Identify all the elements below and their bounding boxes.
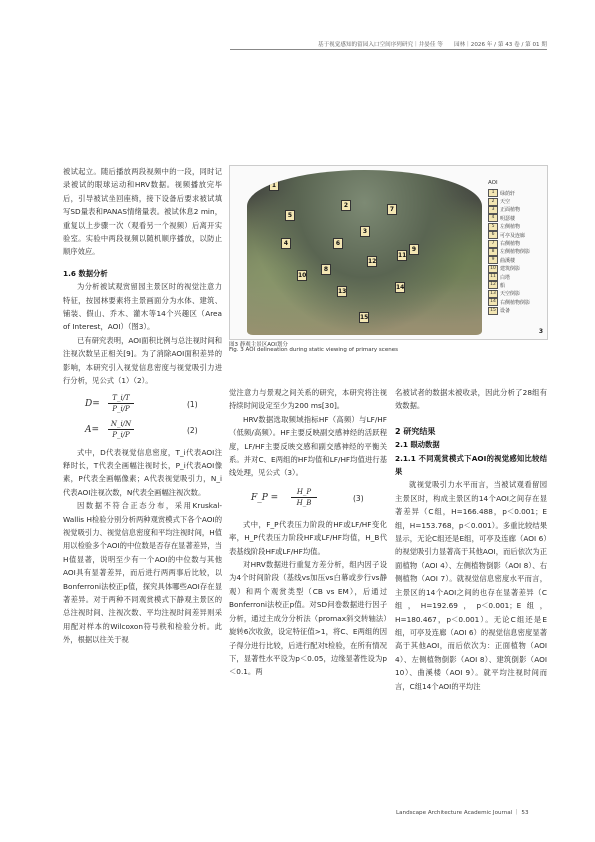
legend-item: 9 曲溪楼: [488, 256, 544, 264]
figure-panel-number: 3: [538, 328, 543, 335]
right-column: [395, 386, 547, 693]
aoi-label: 4: [281, 238, 291, 249]
legend-item: 4 明瑟楼: [488, 214, 544, 222]
paragraph: HRV数据选取频域指标HF（高频）与LF/HF（低频/高频）。HF主要反映副交感神经的活跃程度，LF/HF主要反映交感和副交感神经的平衡关系。并对C、E两组的HF均值和LF/HF均值进行基线处理，见公式（3）。: [229, 414, 387, 478]
aoi-label: 2: [341, 200, 351, 211]
aoi-label: 8: [321, 264, 331, 275]
paragraph: 觉注意力与景观之间关系的研究，本研究将注视持续时间设定至少为200 ms[30]。: [229, 388, 387, 411]
legend-item: 14 右侧植物倒影: [488, 298, 544, 306]
legend-item: 3 正面植物: [488, 206, 544, 214]
left-column: [63, 165, 222, 647]
equation-2: [63, 420, 222, 442]
running-title: 基于视觉感知的留园入口空间序列研究｜井晏佳 等 园林｜2026 年 / 第 43 卷 / 第 01 期: [317, 42, 547, 48]
aoi-label: 5: [285, 210, 295, 221]
legend-item: 11 白塔: [488, 273, 544, 281]
garden-scene-image: [247, 170, 482, 335]
figure-caption-cn: 图3 静观主景区AOI划分: [229, 342, 288, 348]
equation-number: (2): [187, 425, 198, 435]
aoi-label: 14: [396, 284, 405, 291]
equation-lhs: A=: [85, 424, 100, 435]
equation-number: (3): [353, 493, 364, 503]
page-footer: Landscape Architecture Academic Journal ｜ 53: [396, 810, 529, 816]
figure-caption-en: Fig. 3 AOI delineation during static viewing of primary scenes: [229, 347, 398, 353]
aoi-label: 1: [269, 180, 279, 191]
paragraph: 式中，F_P代表压力阶段的HF或LF/HF变化率，H_P代表压力阶段HF或LF/HF均值，H_B代表基线阶段HF或LF/HF均值。: [229, 519, 387, 556]
section-heading-2-1-1: 2.1.1 不同观赏模式下AOI的视觉感知比较结果: [395, 453, 547, 477]
legend-item: 12 船: [488, 281, 544, 289]
legend-item: 6 可亭及连廊: [488, 231, 544, 239]
equation-1: [63, 394, 222, 416]
legend-item: 10 建筑倒影: [488, 265, 544, 273]
aoi-label: 7: [387, 204, 397, 215]
legend-item: 5 左侧植物: [488, 223, 544, 231]
aoi-label: 13: [338, 288, 347, 295]
section-heading-2: 2 研究结果: [395, 426, 436, 436]
equation-number: (1): [187, 399, 198, 409]
paragraph: 被试起立。随后播放两段视频中的一段，同时记录被试的眼球运动和HRV数据。视频播放完毕后，引导被试坐回座椅，接下设备后要求被试填写SD量表和PANAS情绪量表。被试休息2 min，重复以上步骤一次（观看另一个视频）后离开实验室。实验中两段视频以随机顺序播放，以防止顺序效应。: [63, 167, 222, 257]
aoi-label: 12: [368, 258, 377, 265]
section-heading-2-1: 2.1 眼动数据: [395, 440, 440, 450]
paragraph: 已有研究表明，AOI面积比例与总注视时间和注视次数呈正相关[9]。为了消除AOI面积差异的影响，本研究引入视觉信息密度与视觉吸引力进行分析，见公式（1）（2）。: [63, 335, 222, 386]
paragraph: 因数据不符合正态分布，采用Kruskal-Wallis H检验分别分析两种观赏模式下各个AOI的视觉吸引力、视觉信息密度和平均注视时间，H值用以检验多个AOI的中位数是否存在显著差异，当H值显著，说明至少有一个AOI的中位数与其他AOI具有显著差异，而后进行两两事后比较，以Bonferroni法校正p值，探究具体哪些AOI存在显著差异。对于两种不同观赏模式下静观主景区的总注视时间、注视次数、平均注视时间差异则采用配对样本的Wilcoxon符号秩和检验分析。此外，根据以往关于视: [63, 501, 222, 645]
legend-item: 15 设备: [488, 306, 544, 314]
legend-item: 7 右侧植物: [488, 239, 544, 247]
equation-denominator: H_B: [296, 498, 312, 507]
equation-fraction: [108, 393, 134, 414]
equation-denominator: P_i/P: [112, 404, 130, 413]
equation-fraction: [291, 487, 317, 508]
equation-denominator: P_i/P: [112, 430, 130, 439]
paragraph: 式中，D代表视觉信息密度，T_i代表AOI注释时长，T代表全画幅注视时长，P_i代表AOI像素，P代表全画幅像素；A代表视觉吸引力，N_i代表AOI注视次数，N代表全画幅注视次数。: [63, 447, 222, 497]
legend-item: 13 天空倒影: [488, 290, 544, 298]
legend-item: 2 天空: [488, 197, 544, 205]
aoi-legend: [488, 180, 544, 315]
paragraph: 为分析被试观赏留园主景区时的视觉注意力特征，按园林要素将主景画面分为水体、建筑、铺装、假山、乔木、灌木等14个兴趣区（Area of Interest，AOI）（图3）。: [63, 282, 222, 332]
section-heading-1-6: 1.6 数据分析: [63, 268, 108, 278]
equation-numerator: T_i/T: [108, 393, 134, 404]
page-header: [0, 0, 595, 150]
aoi-label: 10: [298, 272, 307, 279]
equation-numerator: N_i/N: [108, 419, 134, 430]
equation-numerator: H_P: [291, 487, 317, 498]
equation-3: [229, 488, 387, 510]
aoi-label: 6: [333, 238, 343, 249]
legend-title: AOI: [488, 180, 498, 186]
paragraph: 就视觉吸引力水平而言，当被试观看留园主景区时，构成主景区的14个AOI之间存在显著差异（C组，H=166.488，p＜0.001；E组，H=153.768，p＜0.001）。多重比较结果显示，无论C组还是E组，可亭及连廊（AOI 6）的视觉吸引力显著高于其他AOI，而后依次为正面植物（AOI 4）、左侧植物倒影（AOI 8）、右侧植物（AOI 7）。就视觉信息密度水平而言，主景区的14个AOI之间的也存在显著差异（C组，H=192.69，p＜0.001；E组，H=180.467，p＜0.001）。无论C组还是E组，可亭及连廊（AOI 6）的视觉信息密度显著高于其他AOI，而后依次为：正面植物（AOI 4）、左侧植物倒影（AOI 8）、建筑倒影（AOI 10）、曲溪楼（AOI 9）。就平均注视时间而言，C组14个AOI的平均注: [395, 480, 547, 691]
aoi-label: 11: [398, 252, 407, 259]
middle-column: [229, 386, 387, 679]
aoi-label: 15: [360, 314, 369, 321]
paragraph: 对HRV数据进行重复方差分析，组内因子设为4个时间阶段（基线vs加压vs白幕或步行vs静观）和两个观赏类型（CB vs EM），后通过Bonferroni法校正p值。对SD问卷数据进行因子分析，通过主成分分析法（promax斜交转轴法）旋转6次收敛，设定特征值>1，将C、E两组的因子得分进行比较，后进行配对t检验，在所有情况下，显著性水平设为p＜0.05，边缘显著性设为p＜0.1。两: [229, 560, 387, 677]
header-divider: [230, 49, 547, 50]
legend-item: 8 左侧植物倒影: [488, 248, 544, 256]
aoi-label: 3: [360, 226, 370, 237]
equation-fraction: [108, 419, 134, 440]
legend-item: 1 绿荫轩: [488, 189, 544, 197]
equation-lhs: D=: [85, 398, 100, 409]
aoi-label: 9: [409, 244, 419, 255]
paragraph: 名被试者的数据未被收录，因此分析了28组有效数据。: [395, 388, 547, 411]
figure-3: [229, 165, 548, 340]
equation-lhs: F_P =: [251, 492, 279, 503]
